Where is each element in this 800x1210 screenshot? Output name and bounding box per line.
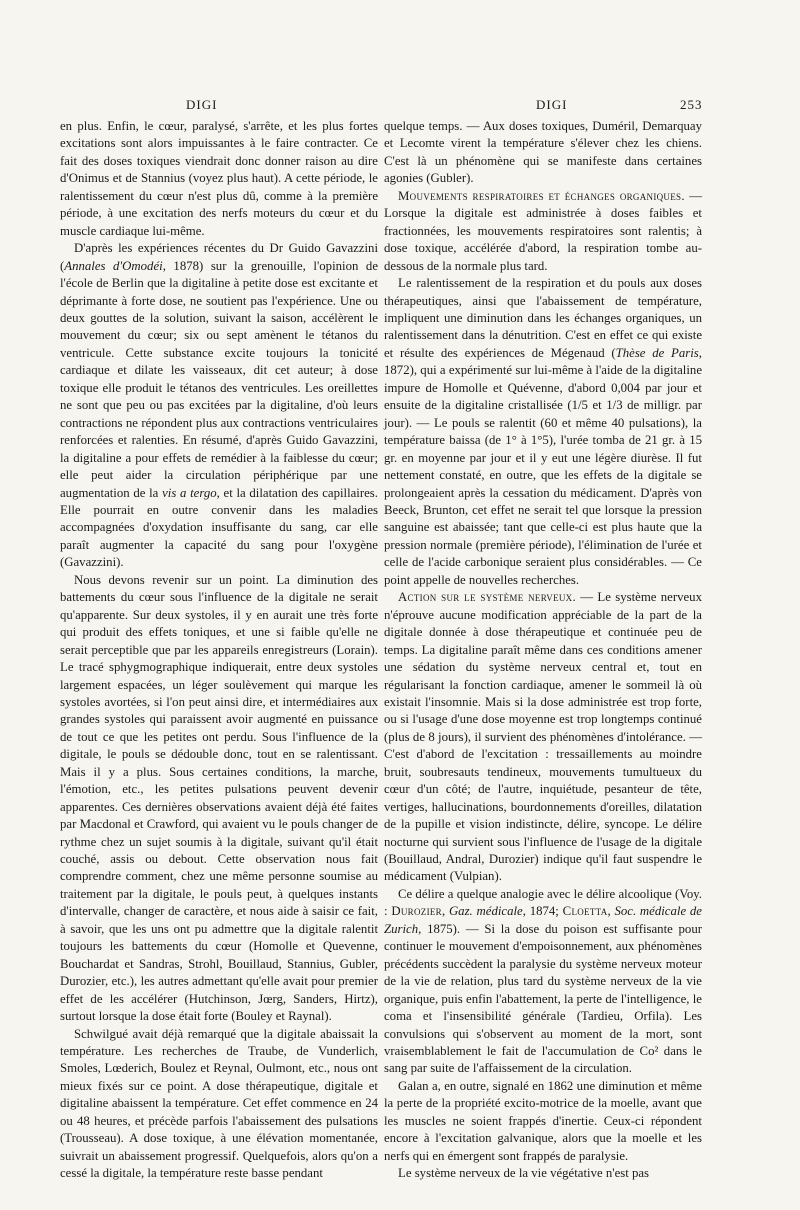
running-head-right: DIGI [536, 97, 568, 112]
paragraph: Action sur le système nerveux. — Le système nerveux n'éprouve aucune modification appréciable de la part de la digitale donnée à dose thérapeutique et continuée peu de temps. La digitaline paraît même dans ces conditions amener une sédation du système nerveux central et, tout en régularisant la fonction cardiaque, amener le sommeil là où existait l'insomnie. Mais si la dose administrée est trop forte, ou si l'usage d'une dose moyenne est trop longtemps continué (plus de 8 jours), il survient des phénomènes d'intolérance. — C'est d'abord de l'excitation : tressaillements au moindre bruit, soubresauts tendineux, mouvements tumultueux du cœur d'un côté; de l'autre, inquiétude, pesanteur de tête, vertiges, hallucinations, bourdonnements d'oreilles, dilatation de la pupille et vision indistincte, délire, syncope. Le délire nocturne qui survient sous l'influence de l'usage de la digitale (Bouillaud, Andral, Durozier) indique qu'il faut suspendre le médicament (Vulpian). [384, 590, 702, 884]
section-heading: Action sur le système nerveux. [398, 590, 576, 605]
citation-title: Soc. médicale de Zurich [384, 904, 702, 936]
paragraph: Le ralentissement de la respiration et du pouls aux doses thérapeutiques, ainsi que l'abaissement de température, impliquent une diminution dans les échanges organiques, un ralentissement dans la dénutrition. C'est en effet ce qui existe et résulte des expériences de Mégenaud (Thèse de Paris, 1872), qui a expérimenté sur lui-même à l'aide de la digitaline impure de Homolle et Quévenne, d'abord 0,004 par jour et ensuite de la digitaline cristallisée (1/5 et 1/3 de milligr. par jour). — Le pouls se ralentit (60 et même 40 pulsations), la température baissa (de 1° à 1°5), l'urée tomba de 21 gr. à 15 gr. en moyenne par jour et il y eut une légère diurèse. Il fut nettement constaté, en outre, que les effets de la digitale se prolongeaient après la cessation du médicament. D'après von Beeck, Brunton, cet effet ne serait tel que lorsque la pression sanguine est abaissée; tant que celle-ci est plus haute que la pression normale (première période), l'élimination de l'urée et celle de l'acide carbonique seraient plus considérables. — Ce point appelle de nouvelles recherches. [384, 276, 702, 587]
author-name: Cloetta [562, 904, 608, 919]
citation-title: Gaz. médicale [448, 904, 523, 919]
paragraph: Mouvements respiratoires et échanges organiques. — Lorsque la digitale est administrée à doses faibles et fractionnées, les mouvements respiratoires sont ralentis; à dose toxique, accélérée d'abord, la respiration tombe au-dessous de la normale plus tard. [384, 188, 702, 273]
author-name: Durozier [391, 904, 442, 919]
paragraph: Ce délire a quelque analogie avec le délire alcoolique (Voy. : Durozier, Gaz. médicale, 1874; Cloetta, Soc. médicale de Zurich, 1875). — Si la dose du poison est suffisante pour continuer le mouvement d'empoisonnement, aux phénomènes précédents succèdent la paralysie du système nerveux moteur de la vie de relation, plus tard du système nerveux de la vie organique, puis enfin l'abattement, la perte de l'intelligence, le coma et l'insensibilité générale (Tardieu, Orfila). Les convulsions qui s'observent au moment de la mort, sont vraisemblablement le fait de l'accumulation de Co² dans le sang par suite de l'affaissement de la circulation. [384, 886, 702, 1076]
right-column [384, 118, 702, 1183]
citation-title: Thèse de Paris [615, 345, 699, 360]
running-head [0, 97, 800, 117]
citation-title: Annales d'Omodéi [64, 258, 163, 273]
paragraph: Schwilgué avait déjà remarqué que la digitale abaissait la température. Les recherches de Traube, de Vunderlich, Smoles, Lœderich, Boulez et Reynal, Oulmont, etc., nous ont mieux fixés sur ce point. A dose thérapeutique, digitale et digitaline abaissent la température. Cet effet commence en 24 ou 48 heures, et précède parfois l'abaissement des pulsations (Trousseau). A dose toxique, à une élévation momentanée, suivrait un abaissement progressif. Quelquefois, alors qu'on a cessé la digitale, la température reste basse pendant [60, 1026, 378, 1181]
running-head-left: DIGI [186, 97, 218, 112]
paragraph: Le système nerveux de la vie végétative n'est pas [398, 1166, 650, 1181]
section-heading: Mouvements respiratoires et échanges organiques. [398, 188, 685, 203]
paragraph: Galan a, en outre, signalé en 1862 une diminution et même la perte de la propriété excito-motrice de la moelle, avant que les muscles ne soient frappés d'inertie. Ceux-ci répondent encore à l'excitation galvanique, alors que la moelle et les nerfs qui en émergent sont frappés de paralysie. [384, 1078, 702, 1163]
paragraph: quelque temps. — Aux doses toxiques, Duméril, Demarquay et Lecomte virent la température s'élever chez les chiens. C'est là un phénomène qui se manifeste dans certaines agonies (Gubler). [384, 119, 702, 186]
paragraph: en plus. Enfin, le cœur, paralysé, s'arrête, et les plus fortes excitations sont alors impuissantes à le faire contracter. Ce fait des doses toxiques viendrait donc donner raison au dire d'Onimus et de Stannius (voyez plus haut). A cette période, le ralentissement du cœur n'est plus dû, comme à la première période, à une excitation des nerfs moteurs du cœur et du muscle cardiaque lui-même. [60, 119, 378, 238]
paragraph: D'après les expériences récentes du Dr Guido Gavazzini (Annales d'Omodéi, 1878) sur la grenouille, l'opinion de l'école de Berlin que la digitaline à petite dose est excitante et déprimante à forte dose, ne soutient pas l'expérience. Une ou deux gouttes de la solution, suivant la saison, accélèrent le mouvement du cœur; six ou sept amènent le tétanos du ventricule. Cette substance excite toujours la tonicité cardiaque et dilate les vaisseaux, dit cet auteur; à dose toxique elle produit le tétanos des ventricules. Les oreillettes ne sont que peu ou pas excitées par la digitaline, d'où leurs contractions ne répondent plus aux contractions ventriculaires renforcées et ralenties. En résumé, d'après Guido Gavazzini, la digitaline a pour effets de remédier à la faiblesse du cœur; elle peut aider la circulation périphérique par une augmentation de la vis a tergo, et la dilatation des capillaires. Elle pourrait en outre convenir dans les maladies accompagnées d'oxydation insuffisante du sang, car elle paraît augmenter la capacité du sang pour l'oxygène (Gavazzini). [60, 241, 378, 570]
left-column [60, 118, 378, 1183]
page-number: 253 [680, 97, 703, 112]
latin-term: vis a tergo [162, 485, 217, 500]
paragraph: Nous devons revenir sur un point. La diminution des battements du cœur sous l'influence de la digitale ne serait qu'apparente. Sur deux systoles, il y en aurait une très forte qui produit des effets toniques, et une si faible qu'elle ne serait perceptible que par les appareils enregistreurs (Lorain). Le tracé sphygmographique indiquerait, entre deux systoles largement espacées, un léger soulèvement qui marque les systoles avortées, si l'on peut ainsi dire, et intermédiaires aux grandes systoles qui paraissent avoir augmenté en puissance de tout ce que les petites ont perdu. Sous l'influence de la digitale, le pouls se dédouble donc, tout en se ralentissant. Mais il y a plus. Sous certaines conditions, la marche, l'émotion, etc., les petites pulsations peuvent devenir apparentes. Ces dernières observations avaient déjà été faites par Macdonal et Crawford, qui avaient vu le pouls changer de rythme chez un sujet soumis à la digitale, suivant qu'il était couché, assis ou debout. Cette observation nous fait comprendre comment, chez une même personne soumise au traitement par la digitale, le pouls peut, à quelques instants d'intervalle, changer de caractère, et nous aide à saisir ce fait, à savoir, que les uns ont pu admettre que la digitale ralentit toujours les battements du cœur (Homolle et Quevenne, Bouchardat et Sandras, Strohl, Bouillaud, Stannius, Gubler, Durozier, etc.), les autres admettant qu'elle avait pour premier effet de les accélérer (Hutchinson, Jœrg, Sanders, Hirtz), surtout lorsque la dose était forte (Bouley et Raynal). [60, 572, 378, 1024]
